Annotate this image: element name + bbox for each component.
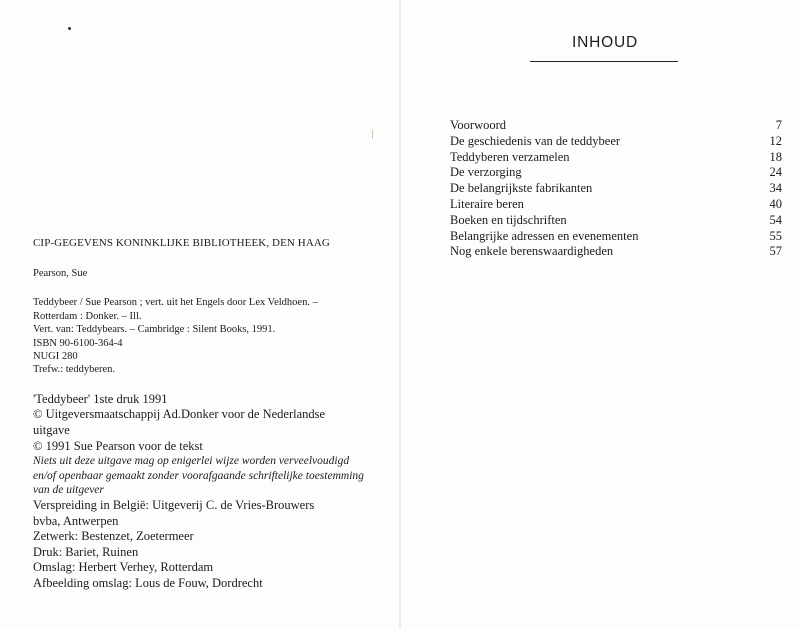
toc-entry-page: 54	[769, 212, 782, 227]
toc-entry-label: Literaire beren	[450, 196, 524, 211]
toc-entry-page: 34	[769, 181, 782, 196]
toc-entry-page: 40	[769, 196, 782, 211]
page-title: INHOUD	[572, 34, 638, 51]
rights-notice: en/of openbaar gemaakt zonder voorafgaande schriftelijke toestemming	[33, 469, 364, 482]
cip-record-line: Trefw.: teddyberen.	[33, 364, 116, 376]
right-page	[400, 0, 800, 629]
copyright-publisher: © Uitgeversmaatschappij Ad.Donker voor de Nederlandse	[33, 407, 326, 422]
rights-notice: van de uitgever	[33, 484, 104, 497]
colophon	[33, 392, 393, 592]
distribution-line: bvba, Antwerpen	[33, 513, 119, 528]
toc-entry[interactable]	[450, 197, 782, 213]
cip-record-line: ISBN 90-6100-364-4	[33, 337, 123, 349]
typesetting-line: Zetwerk: Bestenzet, Zoetermeer	[33, 529, 194, 544]
cip-record-line: Rotterdam : Donker. – Ill.	[33, 310, 142, 322]
toc-entry-page: 7	[775, 118, 782, 132]
cip-record-line: Vert. van: Teddybears. – Cambridge : Silent Books, 1991.	[33, 324, 276, 336]
cip-record	[33, 296, 393, 376]
title-rule	[530, 61, 678, 62]
toc-entry-page: 18	[769, 149, 782, 164]
toc-entry-label: Teddyberen verzamelen	[450, 149, 570, 164]
cip-block	[33, 237, 393, 592]
toc-entry[interactable]	[450, 181, 782, 197]
toc-entry-page: 57	[769, 244, 782, 259]
toc-entry[interactable]	[450, 118, 782, 134]
distribution-line: Verspreiding in België: Uitgeverij C. de Vries-Brouwers	[33, 498, 315, 512]
printing-line: Druk: Bariet, Ruinen	[33, 544, 139, 559]
toc-entry-label: Voorwoord	[450, 118, 507, 132]
toc-entry[interactable]	[450, 244, 782, 260]
toc-entry-page: 55	[769, 228, 782, 243]
toc-entry[interactable]	[450, 150, 782, 166]
paper-mark	[372, 130, 373, 139]
copyright-text: © 1991 Sue Pearson voor de tekst	[33, 438, 203, 453]
toc-entry[interactable]	[450, 165, 782, 181]
toc-entry-label: Nog enkele berenswaardigheden	[450, 244, 614, 259]
edition-line: 'Teddybeer' 1ste druk 1991	[33, 391, 168, 406]
rights-notice: Niets uit deze uitgave mag op enigerlei wijze worden verveelvoudigd	[33, 455, 350, 468]
toc-entry[interactable]	[450, 229, 782, 245]
toc-entry-label: Belangrijke adressen en evenementen	[450, 228, 639, 243]
toc-entry-label: De verzorging	[450, 165, 522, 180]
toc-entry-page: 12	[769, 133, 782, 148]
toc-entry[interactable]	[450, 213, 782, 229]
toc-entry-page: 24	[769, 165, 782, 180]
copyright-publisher-cont: uitgave	[33, 423, 70, 438]
toc-entry-label: Boeken en tijdschriften	[450, 212, 567, 227]
toc-entry[interactable]	[450, 134, 782, 150]
ink-speck	[68, 27, 71, 30]
cip-record-line: Teddybeer / Sue Pearson ; vert. uit het Engels door Lex Veldhoen. –	[33, 297, 318, 309]
cip-record-line: NUGI 280	[33, 351, 78, 363]
cip-author-entry: Pearson, Sue	[33, 268, 88, 279]
toc-entry-label: De geschiedenis van de teddybeer	[450, 133, 621, 148]
toc-entry-label: De belangrijkste fabrikanten	[450, 181, 593, 196]
table-of-contents	[450, 118, 782, 260]
cover-line: Omslag: Herbert Verhey, Rotterdam	[33, 560, 214, 575]
cip-heading: CIP-GEGEVENS KONINKLIJKE BIBLIOTHEEK, DEN HAAG	[33, 237, 330, 249]
cover-image-line: Afbeelding omslag: Lous de Fouw, Dordrecht	[33, 575, 263, 590]
